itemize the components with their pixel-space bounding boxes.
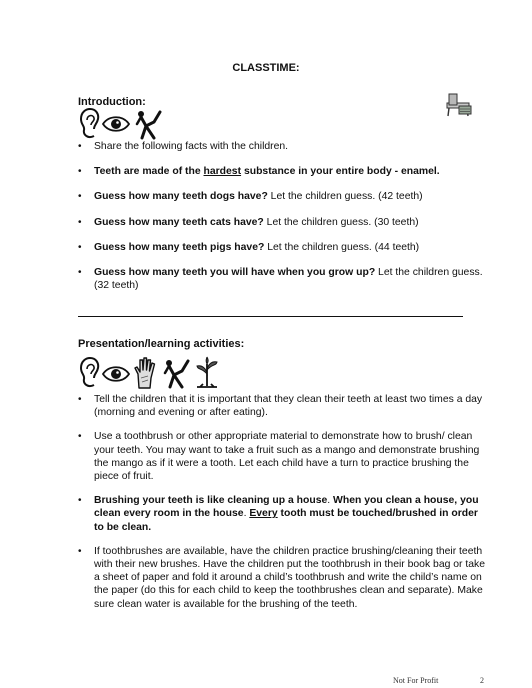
ear-icon	[78, 108, 100, 140]
list-item-text: Brushing your teeth is like cleaning up a house	[94, 495, 328, 507]
list-item-text: Let the children guess. (44 teeth)	[264, 241, 420, 253]
list-item-text: .	[327, 495, 334, 507]
list-item-text: tooth must be touched/brushed in order to be clean.	[94, 508, 478, 533]
list-item	[78, 190, 488, 203]
eye-icon	[102, 114, 130, 134]
presentation-list	[78, 393, 488, 611]
list-item-text: If toothbrushes are available, have the children practice brushing/cleaning their teeth with their new brushes. Have the children put the toothbrush in their book bag or take a sheet of paper and fold it around a child’s toothbrush and write the child’s name on the paper (do this for each child to keep the toothbrushes clean and separate). Make sure clean water is available for the brushing of the teeth.	[94, 545, 486, 610]
list-item-text: Let the children guess. (32 teeth)	[94, 267, 483, 292]
list-item-text: Let the children guess. (30 teeth)	[263, 216, 419, 228]
list-item-text: Guess how many teeth dogs have?	[94, 191, 268, 203]
list-item-text: Guess how many teeth pigs have?	[94, 241, 265, 253]
section-divider	[78, 316, 463, 317]
list-item-text: When you clean a house, you clean every room in the house	[94, 495, 479, 520]
hand-icon	[133, 356, 157, 390]
list-item-text: hardest	[203, 166, 242, 178]
list-item-text: Guess how many teeth cats have?	[94, 216, 264, 228]
list-item-text: Tell the children that it is important that they clean their teeth at least two times a day (morning and evening or after eating).	[94, 394, 483, 419]
list-item	[78, 430, 488, 483]
list-item	[78, 140, 488, 153]
list-item	[78, 165, 488, 178]
sprout-icon	[194, 356, 220, 390]
list-item-text: Guess how many teeth you will have when you grow up?	[94, 267, 376, 279]
stretching-person-icon	[134, 108, 162, 140]
list-item	[78, 393, 488, 419]
list-item	[78, 266, 488, 292]
eye-icon	[102, 364, 130, 384]
ear-icon	[78, 356, 100, 390]
page-number: 2	[480, 676, 484, 685]
introduction-icon-strip	[78, 108, 168, 142]
list-item	[78, 216, 488, 229]
footer-text: Not For Profit	[393, 676, 439, 685]
introduction-heading: Introduction:	[78, 96, 146, 108]
presentation-heading: Presentation/learning activities:	[78, 338, 245, 350]
stretching-person-icon	[162, 356, 190, 390]
list-item-text: Use a toothbrush or other appropriate material to demonstrate how to brush/ clean your teeth. You may want to take a fruit such as a mango and demonstrate brushing the mango as if it were a tooth. Let each child have a turn to practice brushing the piece of fruit.	[94, 431, 480, 483]
presentation-icon-strip	[78, 356, 228, 390]
list-item-text: substance in your entire body - enamel.	[241, 166, 440, 178]
list-item-text: Share the following facts with the children.	[94, 141, 289, 152]
introduction-list	[78, 140, 488, 292]
list-item-text: Every	[249, 508, 278, 520]
page-title: CLASSTIME:	[232, 62, 300, 74]
list-item-text: .	[243, 508, 250, 520]
list-item	[78, 494, 488, 534]
list-item	[78, 241, 488, 254]
list-item-text: Let the children guess. (42 teeth)	[267, 191, 423, 203]
list-item	[78, 545, 488, 611]
desk-chair-icon	[444, 92, 474, 118]
list-item-text: Teeth are made of the	[94, 166, 204, 178]
